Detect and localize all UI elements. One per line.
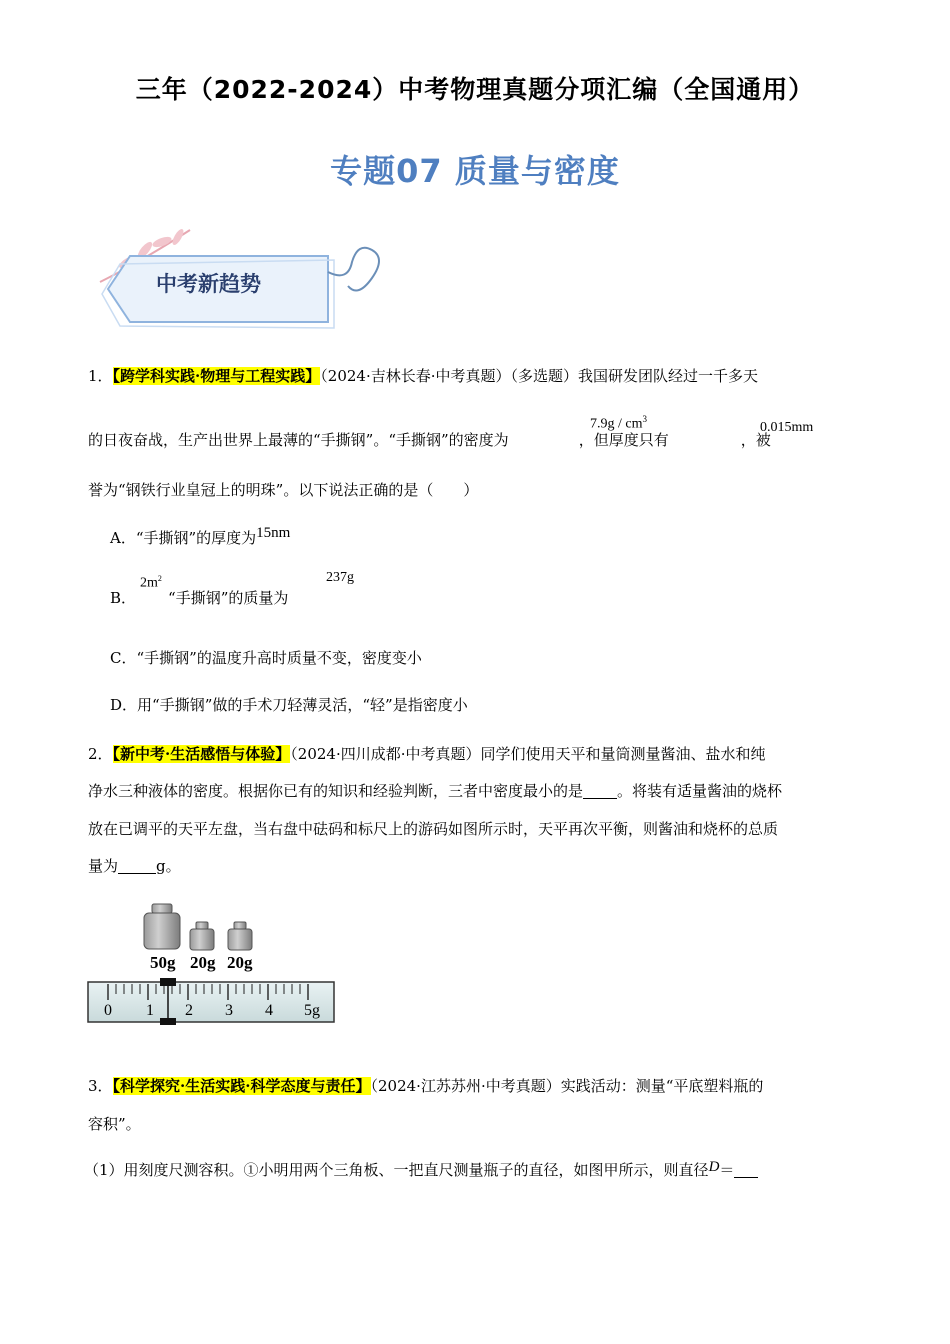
q3-number: 3．: [88, 1077, 113, 1095]
q1-tag: 【跨学科实践·物理与工程实践】: [112, 367, 321, 385]
scale-label-5g: 5g: [304, 1002, 320, 1019]
page-title: 三年（2022-2024）中考物理真题分项汇编（全国通用）: [135, 75, 815, 104]
q1-option-c: C．“手撕钢”的温度升高时质量不变，密度变小: [110, 649, 422, 667]
scale-label-2: 2: [185, 1002, 193, 1019]
q2-answer-blank-1[interactable]: [583, 782, 617, 799]
scale-label-0: 0: [104, 1002, 112, 1019]
q1-option-d: D．用“手撕钢”做的手术刀轻薄灵活，“轻”是指密度小: [110, 696, 468, 714]
q2-line1: 2．【新中考·生活感悟与体验】（2024·四川成都·中考真题）同学们使用天平和量筒测量酱油、盐水和纯: [88, 745, 766, 763]
q3-line1: 3．【科学探究·生活实践·科学态度与责任】（2024·江苏苏州·中考真题）实践活动：测量“平底塑料瓶的: [88, 1077, 764, 1095]
curl-icon: [328, 248, 379, 291]
q2-answer-blank-2[interactable]: [118, 857, 156, 874]
q1-thickness-value: 0.015mm: [760, 420, 814, 435]
weight-label-20g-2: 20g: [227, 953, 253, 972]
balance-figure: [84, 896, 344, 1028]
scale-label-4: 4: [265, 1002, 273, 1019]
topic-title: 专题07 质量与密度: [330, 152, 620, 190]
weight-20g-1: [190, 922, 214, 950]
q1-option-b-area: $2m^2$: [140, 574, 162, 591]
q1-option-b-mass: 237g: [326, 570, 354, 585]
q1-line2: 的日夜奋战，生产出世界上最薄的“手撕钢”。“手撕钢”的密度为 ，但厚度只有 ，被: [88, 431, 771, 449]
balance-scale-bar: [88, 982, 334, 1022]
q3-line2: 容积”。: [88, 1115, 141, 1133]
q3-answer-blank[interactable]: [734, 1161, 758, 1178]
q1-option-b: B． “手撕钢”的质量为: [110, 589, 289, 607]
rider-bottom: [160, 1018, 176, 1025]
weight-label-50g: 50g: [150, 953, 176, 972]
banner-label: 中考新趋势: [156, 272, 261, 296]
weight-50g: [144, 904, 180, 949]
q2-number: 2．: [88, 745, 113, 763]
q1-number: 1．: [88, 367, 113, 385]
q3-tag: 【科学探究·生活实践·科学态度与责任】: [112, 1077, 371, 1095]
q1-line3: 誉为“钢铁行业皇冠上的明珠”。以下说法正确的是（ ）: [88, 481, 479, 499]
scale-label-1: 1: [146, 1002, 154, 1019]
q2-line4: 量为 g。: [88, 857, 181, 875]
weight-20g-2: [228, 922, 252, 950]
q2-line3: 放在已调平的天平左盘，当右盘中砝码和标尺上的游码如图所示时，天平再次平衡，则酱油和烧杯的总质: [88, 820, 779, 838]
q1-line1: [88, 366, 758, 386]
q1-source: （2024·吉林长春·中考真题）（多选题）我国研发团队经过一千多天: [320, 367, 758, 385]
weight-label-20g-1: 20g: [190, 953, 216, 972]
q1-option-a: A．“手撕钢”的厚度为15nm: [110, 525, 291, 547]
q2-line2: 净水三种液体的密度。根据你已有的知识和经验判断，三者中密度最小的是 。将装有适量酱油的烧杯: [88, 782, 783, 800]
q3-line3: （1）用刻度尺测容积。①小明用两个三角板、一把直尺测量瓶子的直径，如图甲所示，则直径D＝: [84, 1160, 758, 1181]
q2-tag: 【新中考·生活感悟与体验】: [112, 745, 291, 763]
scale-label-3: 3: [225, 1002, 233, 1019]
q1-density-value: $7.9g / cm^3$: [590, 414, 647, 432]
